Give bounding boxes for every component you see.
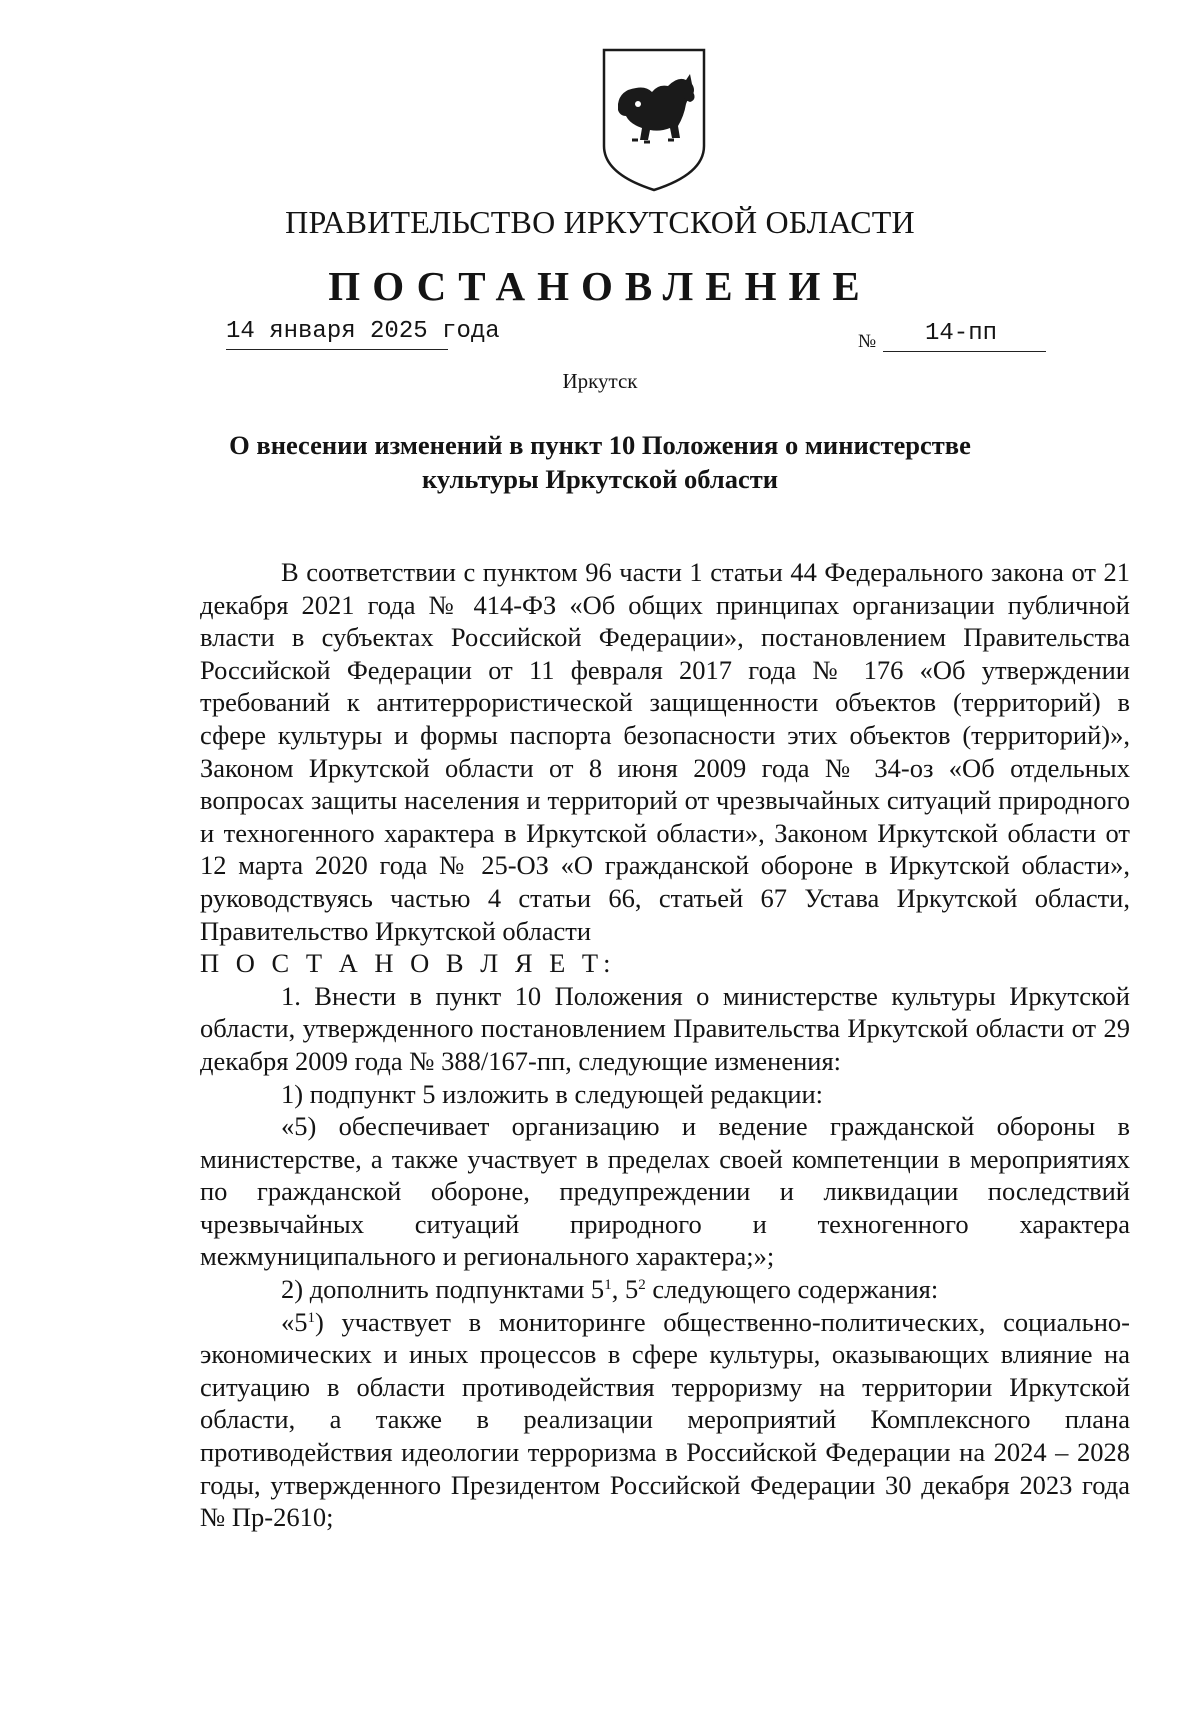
subitem-2-text-a: 2) дополнить подпунктами 5 xyxy=(281,1274,605,1305)
quote-5-1-paragraph xyxy=(200,1306,1130,1534)
decree-number: 14-пп xyxy=(883,320,1046,352)
quote-5-1-text: ) участвует в мониторинге общественно-политических, социально-экономических и иных процессов в сфере культуры, оказывающих влияние на ситуацию в области противодействия терроризму на территории Иркутской области, а также в реализации мероприятий Комплексного плана противодействия идеологии терроризма в Российской Федерации на 2024 – 2028 годы, утвержденного Президентом Российской Федерации 30 декабря 2023 года № Пр-2610; xyxy=(200,1306,1130,1533)
city-name: Иркутск xyxy=(562,369,638,393)
preamble-paragraph: В соответствии с пунктом 96 части 1 статьи 44 Федерального закона от 21 декабря 2021 года № 414-ФЗ «Об общих принципах организации публичной власти в субъектах Российской Федерации», постановлением Правительства Российской Федерации от 11 февраля 2017 года № 176 «Об утверждении требований к антитеррористической защищенности объектов (территорий) в сфере культуры и формы паспорта безопасности этих объектов (территорий)», Законом Иркутской области от 8 июня 2009 года № 34-оз «Об отдельных вопросах защиты населения и территорий от чрезвычайных ситуаций природного и техногенного характера в Иркутской области», Законом Иркутской области от 12 марта 2020 года № 25-ОЗ «О гражданской обороне в Иркутской области», руководствуясь частью 4 статьи 66, статьей 67 Устава Иркутской области, Правительство Иркутской области xyxy=(200,557,1130,946)
quote-5-1-open: «5 xyxy=(281,1306,308,1337)
decree-date: 14 января 2025 года xyxy=(226,318,448,350)
number-label: № xyxy=(858,331,877,352)
superscript-1: 1 xyxy=(604,1277,612,1294)
decree-body xyxy=(200,556,1130,1534)
decree-subject xyxy=(0,428,1200,496)
subitem-2-text-b: , 5 xyxy=(611,1274,639,1305)
subject-line-1: О внесении изменений в пункт 10 Положения о министерстве xyxy=(229,430,971,460)
subitem-1-paragraph: 1) подпункт 5 изложить в следующей редакции: xyxy=(281,1078,824,1109)
quote-5-paragraph: «5) обеспечивает организацию и ведение гражданской обороны в министерстве, а также участвует в пределах своей компетенции в мероприятиях по гражданской обороне, предупреждении и ликвидации последствий чрезвычайных ситуаций природного и техногенного характера межмуниципального и регионального характера;»; xyxy=(200,1111,1130,1272)
resolves-heading: П О С Т А Н О В Л Я Е Т: xyxy=(200,948,616,979)
subject-line-2: культуры Иркутской области xyxy=(422,464,778,494)
government-title: ПРАВИТЕЛЬСТВО ИРКУТСКОЙ ОБЛАСТИ xyxy=(285,204,915,240)
document-type-title: ПОСТАНОВЛЕНИЕ xyxy=(328,263,872,309)
superscript-2: 2 xyxy=(638,1277,646,1294)
subitem-2-paragraph xyxy=(200,1273,1130,1306)
superscript-quote-1: 1 xyxy=(307,1309,315,1326)
item-1-paragraph: 1. Внести в пункт 10 Положения о министерстве культуры Иркутской области, утвержденного постановлением Правительства Иркутской области от 29 декабря 2009 года № 388/167-пп, следующие изменения: xyxy=(200,980,1130,1076)
subitem-2-text-c: следующего содержания: xyxy=(645,1274,939,1305)
irkutsk-coat-of-arms-icon xyxy=(598,46,710,194)
